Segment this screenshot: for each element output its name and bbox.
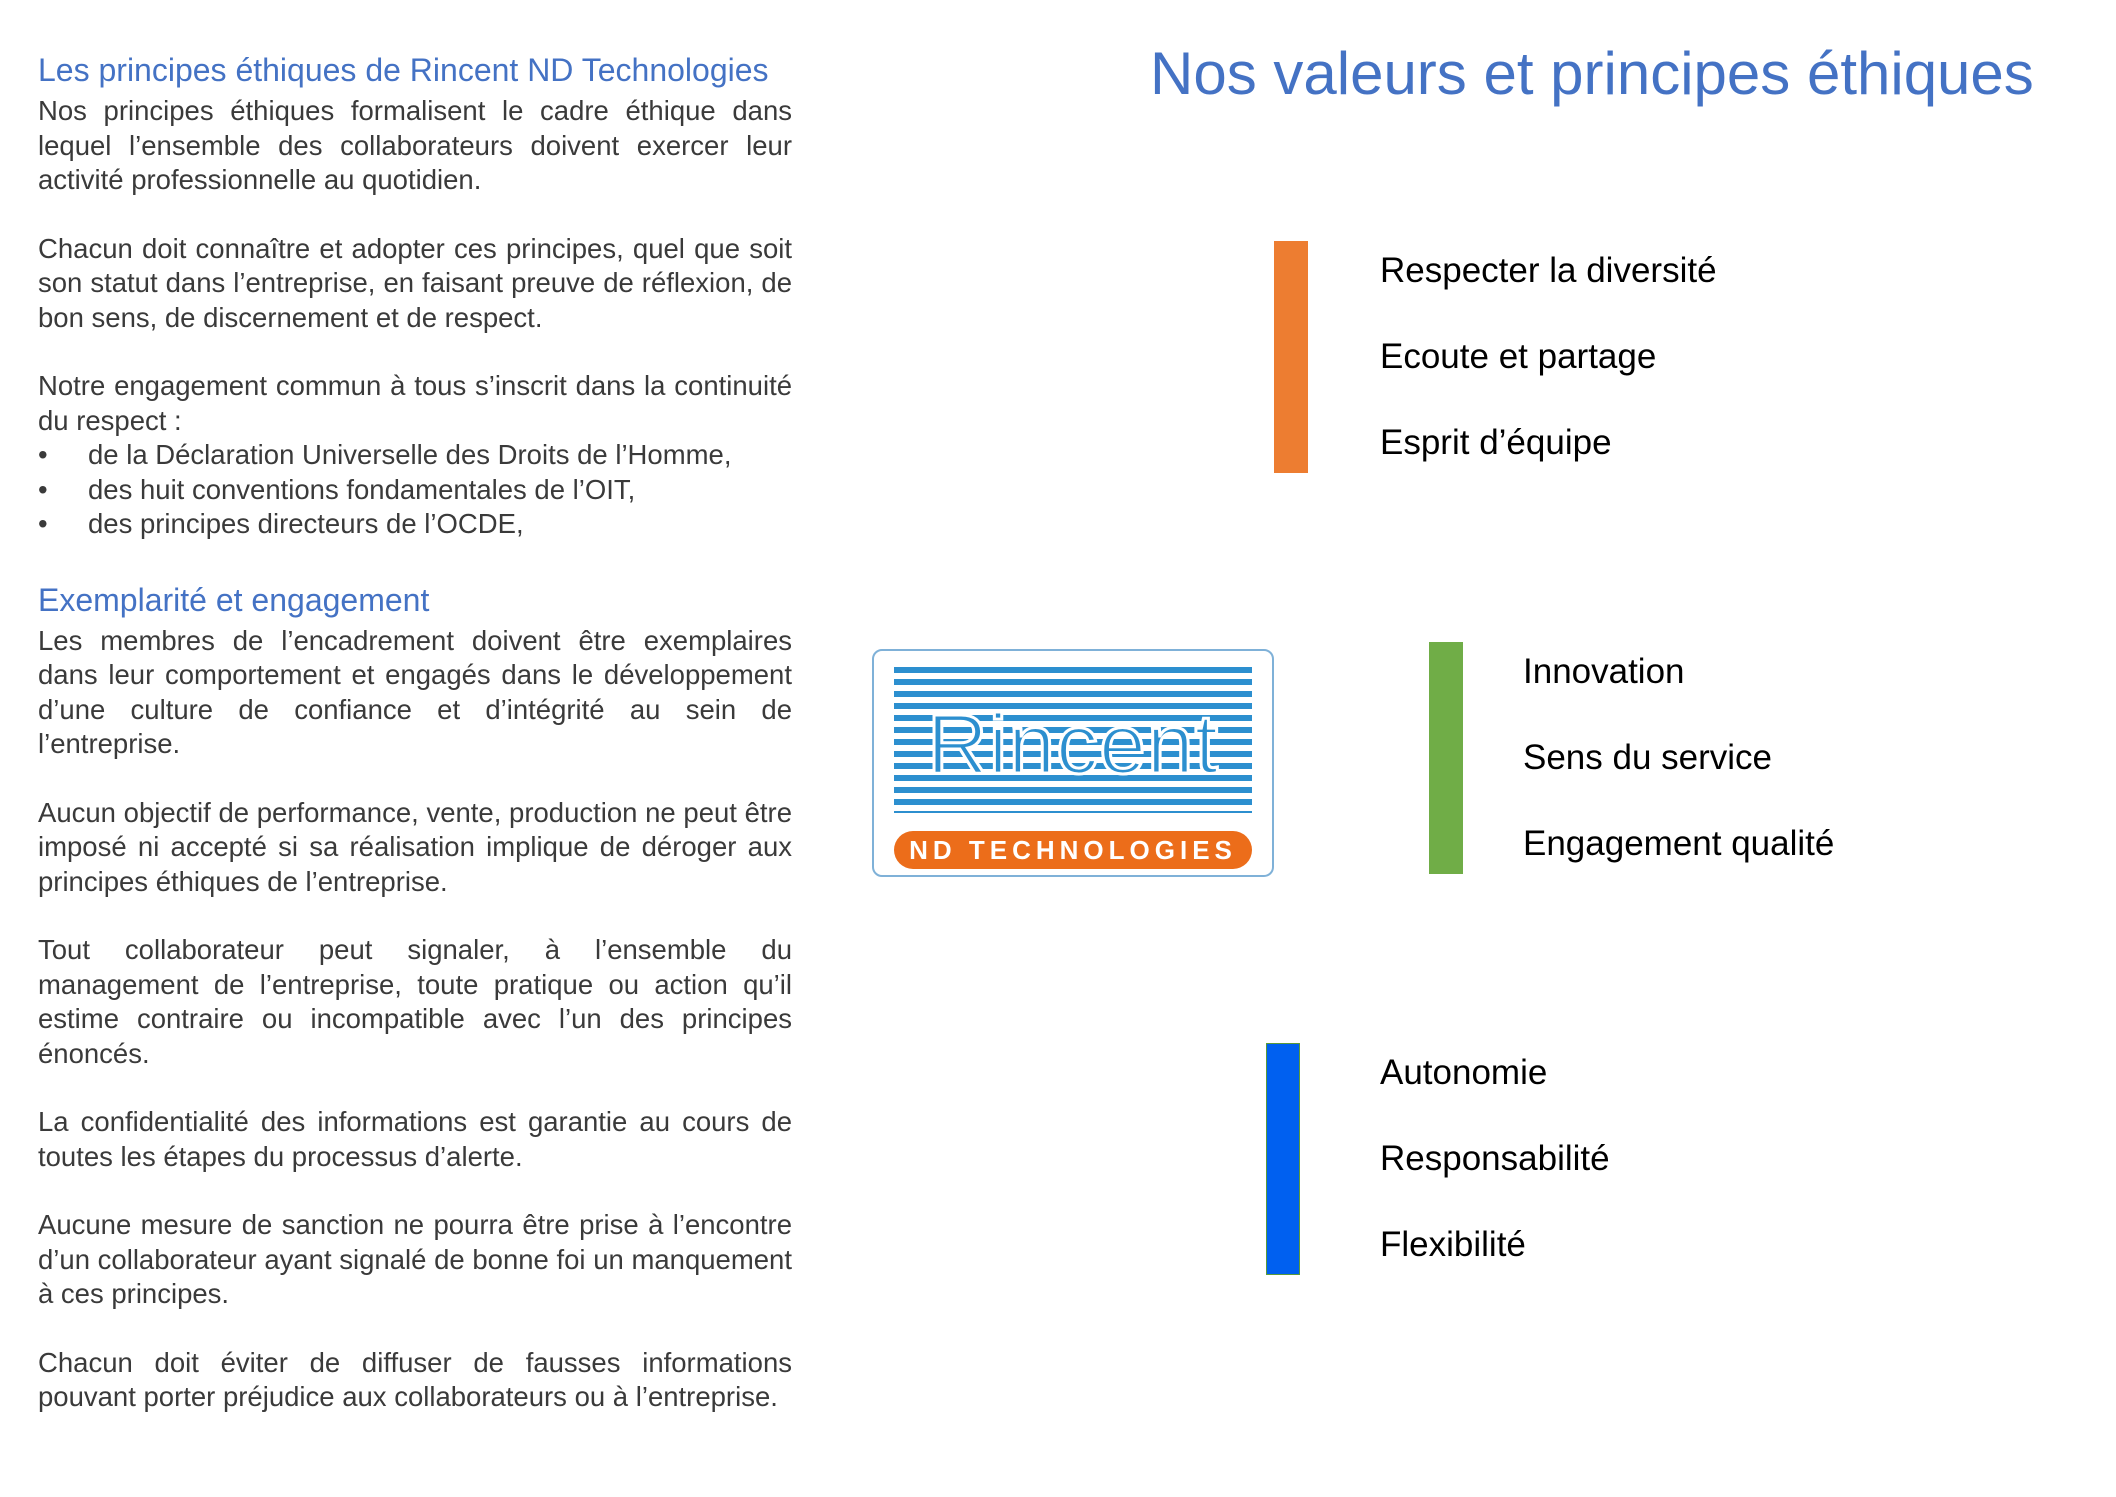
value-group-bar-orange	[1274, 241, 1308, 473]
value-item: Respecter la diversité	[1380, 251, 1717, 290]
value-group-bar-green	[1429, 642, 1463, 874]
value-item: Engagement qualité	[1523, 824, 1835, 863]
paragraph: Chacun doit éviter de diffuser de fausses informations pouvant porter préjudice aux collaborateurs ou à l’entreprise.	[38, 1346, 792, 1412]
list-item	[38, 438, 792, 473]
bullet-dot: •	[38, 473, 48, 505]
logo-tagline-badge: ND TECHNOLOGIES	[894, 831, 1252, 869]
bullet-dot: •	[38, 508, 48, 539]
value-group-bar-blue	[1266, 1043, 1300, 1275]
paragraph: Notre engagement commun à tous s’inscrit dans la continuité du respect :	[38, 370, 792, 436]
list-item	[38, 507, 792, 542]
value-group-list	[1523, 642, 1834, 900]
bullet-dot: •	[38, 439, 48, 470]
section-heading-exemplarity: Exemplarité et engagement	[38, 581, 430, 618]
value-item: Esprit d’équipe	[1380, 423, 1612, 462]
bullet-list	[38, 438, 792, 542]
list-item-text: de la Déclaration Universelle des Droits de l’Homme,	[88, 439, 732, 470]
left-column	[38, 50, 792, 1415]
value-item: Flexibilité	[1380, 1225, 1526, 1264]
list-item-text: des huit conventions fondamentales de l’OIT,	[88, 473, 636, 505]
value-group-list	[1380, 241, 1717, 499]
list-item-text: des principes directeurs de l’OCDE,	[88, 508, 524, 539]
paragraph: Nos principes éthiques formalisent le cadre éthique dans lequel l’ensemble des collaborateurs doivent exercer leur activité professionnelle au quotidien.	[38, 95, 792, 195]
company-logo	[872, 649, 1274, 877]
page-title: Nos valeurs et principes éthiques	[1150, 40, 2034, 107]
value-item: Autonomie	[1380, 1053, 1548, 1092]
value-group-list	[1380, 1043, 1610, 1301]
paragraph: La confidentialité des informations est garantie au cours de toutes les étapes du processus d’alerte.	[38, 1106, 792, 1172]
value-item: Ecoute et partage	[1380, 337, 1657, 376]
paragraph: Aucun objectif de performance, vente, production ne peut être imposé ni accepté si sa réalisation implique de déroger aux principes éthiques de l’entreprise.	[38, 796, 792, 897]
section-heading-principles: Les principes éthiques de Rincent ND Technologies	[38, 52, 769, 88]
paragraph: Tout collaborateur peut signaler, à l’ensemble du management de l’entreprise, toute pratique ou action qu’il estime contraire ou incompatible avec l’un des principes énoncés.	[38, 934, 792, 1069]
paragraph: Aucune mesure de sanction ne pourra être prise à l’encontre d’un collaborateur ayant signalé de bonne foi un manquement à ces principes.	[38, 1209, 792, 1309]
value-item: Responsabilité	[1380, 1139, 1610, 1178]
value-item: Sens du service	[1523, 738, 1773, 777]
list-item	[38, 473, 792, 508]
value-item: Innovation	[1523, 652, 1685, 691]
paragraph: Chacun doit connaître et adopter ces principes, quel que soit son statut dans l’entreprise, en faisant preuve de réflexion, de bon sens, de discernement et de respect.	[38, 232, 792, 333]
paragraph: Les membres de l’encadrement doivent être exemplaires dans leur comportement et engagés dans le développement d’une culture de confiance et d’intégrité au sein de l’entreprise.	[38, 624, 792, 759]
logo-wordmark: Rincent	[927, 697, 1219, 791]
